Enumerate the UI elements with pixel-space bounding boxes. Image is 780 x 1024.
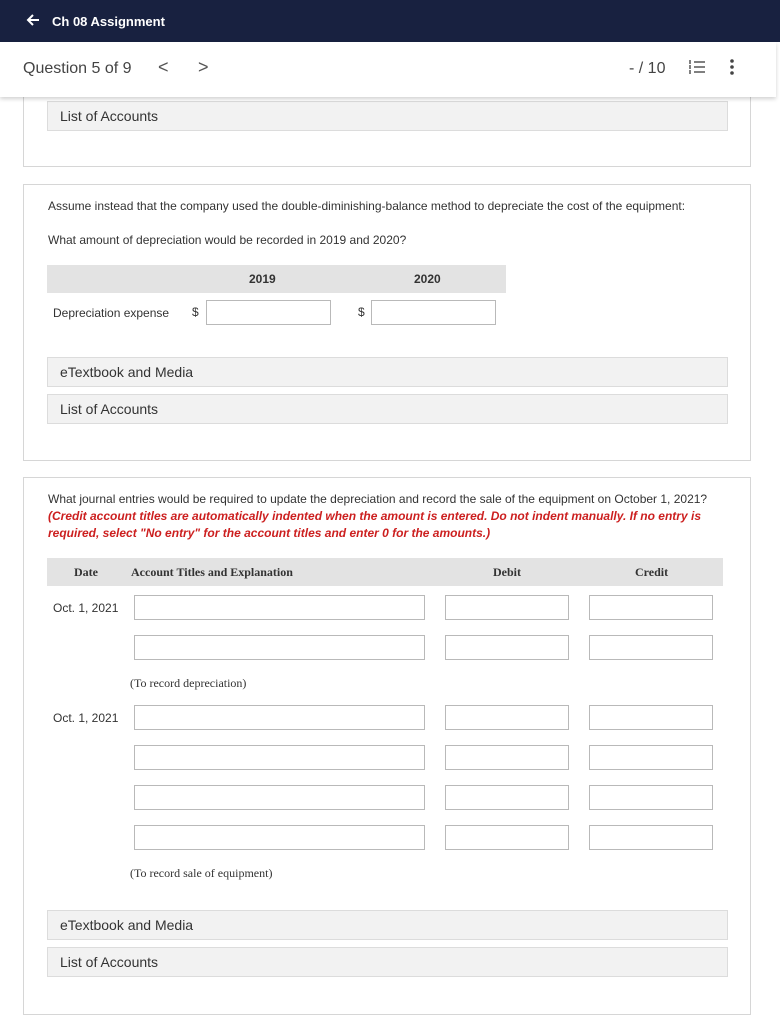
etextbook-media-link[interactable]: eTextbook and Media bbox=[47, 910, 728, 940]
col-2020-header: 2020 bbox=[414, 272, 441, 286]
debit-input[interactable] bbox=[445, 635, 569, 660]
depreciation-2019-input[interactable] bbox=[206, 300, 331, 325]
depreciation-expense-label: Depreciation expense bbox=[53, 306, 170, 320]
list-of-accounts-link[interactable]: List of Accounts bbox=[47, 947, 728, 977]
credit-input[interactable] bbox=[589, 635, 713, 660]
credit-input[interactable] bbox=[589, 785, 713, 810]
question-list-icon[interactable] bbox=[688, 58, 706, 76]
credit-input[interactable] bbox=[589, 825, 713, 850]
depreciation-table-header bbox=[47, 265, 506, 293]
score-display: - / 10 bbox=[629, 60, 666, 77]
date-header: Date bbox=[74, 565, 98, 579]
question-part-card-3 bbox=[23, 477, 751, 1015]
account-title-input[interactable] bbox=[134, 785, 425, 810]
credit-input[interactable] bbox=[589, 595, 713, 620]
debit-header: Debit bbox=[493, 565, 521, 579]
account-header: Account Titles and Explanation bbox=[131, 565, 293, 579]
back-arrow-icon[interactable] bbox=[26, 12, 40, 30]
list-of-accounts-link[interactable]: List of Accounts bbox=[47, 101, 728, 131]
journal-table-header bbox=[47, 558, 723, 586]
instruction-text: Assume instead that the company used the double-diminishing-balance method to depreciate the cost of the equipment: bbox=[48, 199, 686, 213]
account-title-input[interactable] bbox=[134, 705, 425, 730]
debit-input[interactable] bbox=[445, 745, 569, 770]
debit-input[interactable] bbox=[445, 825, 569, 850]
instruction-warning: (Credit account titles are automatically indented when the amount is entered. Do not indent manually. If no entry is required, select "No entry" for the account titles and enter 0 for the amounts.) bbox=[48, 509, 701, 540]
debit-input[interactable] bbox=[445, 595, 569, 620]
debit-input[interactable] bbox=[445, 785, 569, 810]
entry-note: (To record depreciation) bbox=[130, 676, 247, 690]
question-counter: Question 5 of 9 bbox=[23, 60, 132, 77]
depreciation-2020-input[interactable] bbox=[371, 300, 496, 325]
assignment-title[interactable]: Ch 08 Assignment bbox=[52, 13, 165, 29]
entry-date: Oct. 1, 2021 bbox=[53, 711, 119, 725]
credit-header: Credit bbox=[635, 565, 669, 579]
entry-note: (To record sale of equipment) bbox=[130, 866, 273, 880]
etextbook-media-link[interactable]: eTextbook and Media bbox=[47, 357, 728, 387]
question-part-card-2 bbox=[23, 184, 751, 461]
account-title-input[interactable] bbox=[134, 745, 425, 770]
app-header bbox=[0, 0, 780, 42]
debit-input[interactable] bbox=[445, 705, 569, 730]
more-vertical-icon[interactable] bbox=[726, 58, 738, 76]
account-title-input[interactable] bbox=[134, 595, 425, 620]
question-text: What amount of depreciation would be recorded in 2019 and 2020? bbox=[48, 233, 407, 247]
chevron-left-icon[interactable]: < bbox=[158, 57, 169, 77]
question-text: What journal entries would be required to update the depreciation and record the sale of the equipment on October 1, 2021? bbox=[48, 492, 708, 506]
currency-symbol: $ bbox=[358, 305, 365, 319]
col-2019-header: 2019 bbox=[249, 272, 276, 286]
currency-symbol: $ bbox=[192, 305, 199, 319]
list-of-accounts-link[interactable]: List of Accounts bbox=[47, 394, 728, 424]
account-title-input[interactable] bbox=[134, 635, 425, 660]
credit-input[interactable] bbox=[589, 705, 713, 730]
chevron-right-icon[interactable]: > bbox=[198, 57, 209, 77]
account-title-input[interactable] bbox=[134, 825, 425, 850]
entry-date: Oct. 1, 2021 bbox=[53, 601, 119, 615]
question-nav-bar bbox=[0, 42, 776, 97]
credit-input[interactable] bbox=[589, 745, 713, 770]
